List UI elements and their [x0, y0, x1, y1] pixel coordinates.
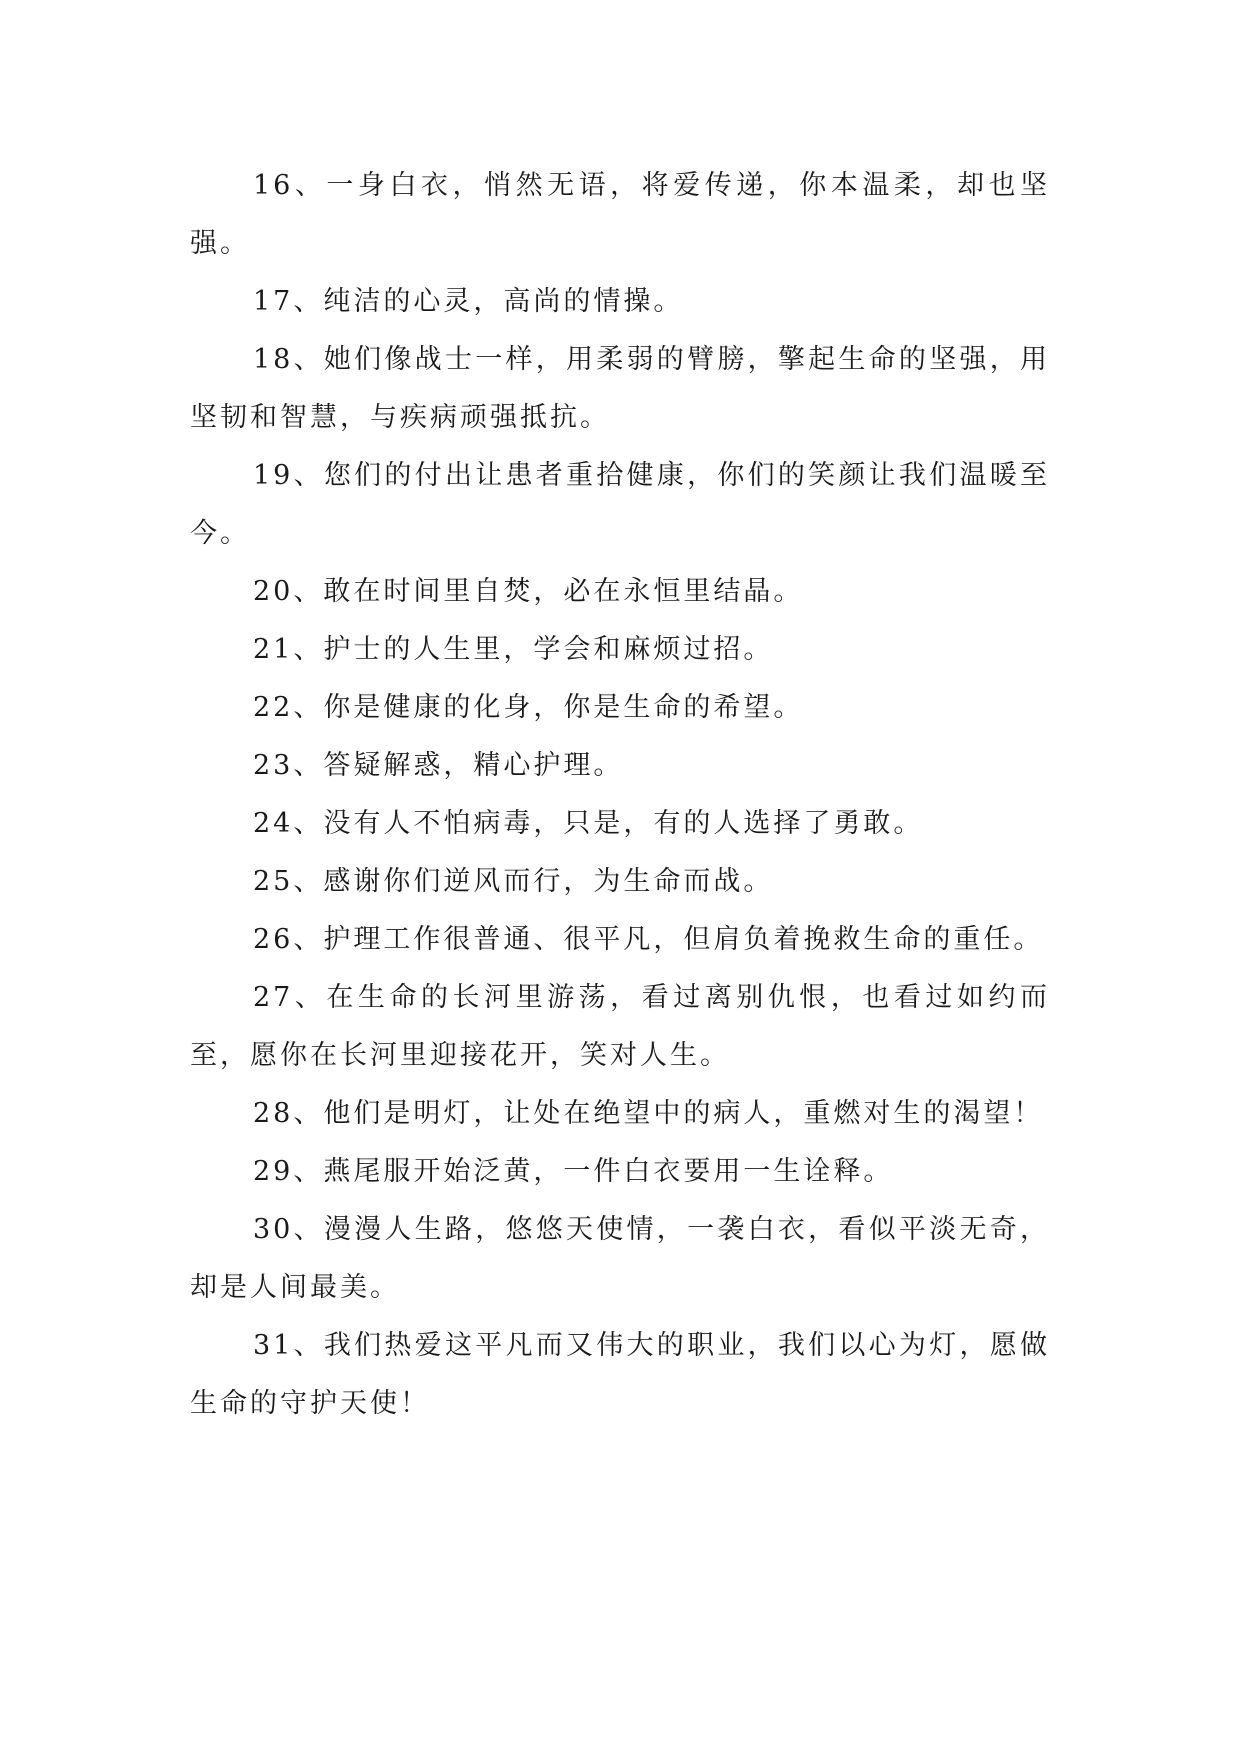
paragraph-28: 28、他们是明灯，让处在绝望中的病人，重燃对生的渴望！ — [253, 1098, 1044, 1129]
paragraph-20: 20、敢在时间里自焚，必在永恒里结晶。 — [253, 576, 804, 607]
document-page — [190, 157, 1050, 1433]
paragraph-22: 22、你是健康的化身，你是生命的希望。 — [253, 692, 804, 723]
paragraph-17: 17、纯洁的心灵，高尚的情操。 — [253, 286, 684, 317]
paragraph-19: 19、您们的付出让患者重拾健康，你们的笑颜让我们温暖至今。 — [190, 460, 1050, 549]
paragraph-18: 18、她们像战士一样，用柔弱的臂膀，擎起生命的坚强，用坚韧和智慧，与疾病顽强抵抗。 — [190, 344, 1050, 433]
paragraph-31: 31、我们热爱这平凡而又伟大的职业，我们以心为灯，愿做生命的守护天使！ — [190, 1330, 1050, 1419]
paragraph-25: 25、感谢你们逆风而行，为生命而战。 — [253, 866, 774, 897]
paragraph-29: 29、燕尾服开始泛黄，一件白衣要用一生诠释。 — [253, 1156, 894, 1187]
paragraph-30: 30、漫漫人生路，悠悠天使情，一袭白衣，看似平淡无奇，却是人间最美。 — [190, 1214, 1050, 1303]
paragraph-24: 24、没有人不怕病毒，只是，有的人选择了勇敢。 — [253, 808, 924, 839]
paragraph-16: 16、一身白衣，悄然无语，将爱传递，你本温柔，却也坚强。 — [190, 170, 1050, 259]
paragraph-26: 26、护理工作很普通、很平凡，但肩负着挽救生命的重任。 — [253, 924, 1044, 955]
paragraph-23: 23、答疑解惑，精心护理。 — [253, 750, 624, 781]
paragraph-21: 21、护士的人生里，学会和麻烦过招。 — [253, 634, 774, 665]
paragraph-27: 27、在生命的长河里游荡，看过离别仇恨，也看过如约而至，愿你在长河里迎接花开，笑对人生。 — [190, 982, 1050, 1071]
